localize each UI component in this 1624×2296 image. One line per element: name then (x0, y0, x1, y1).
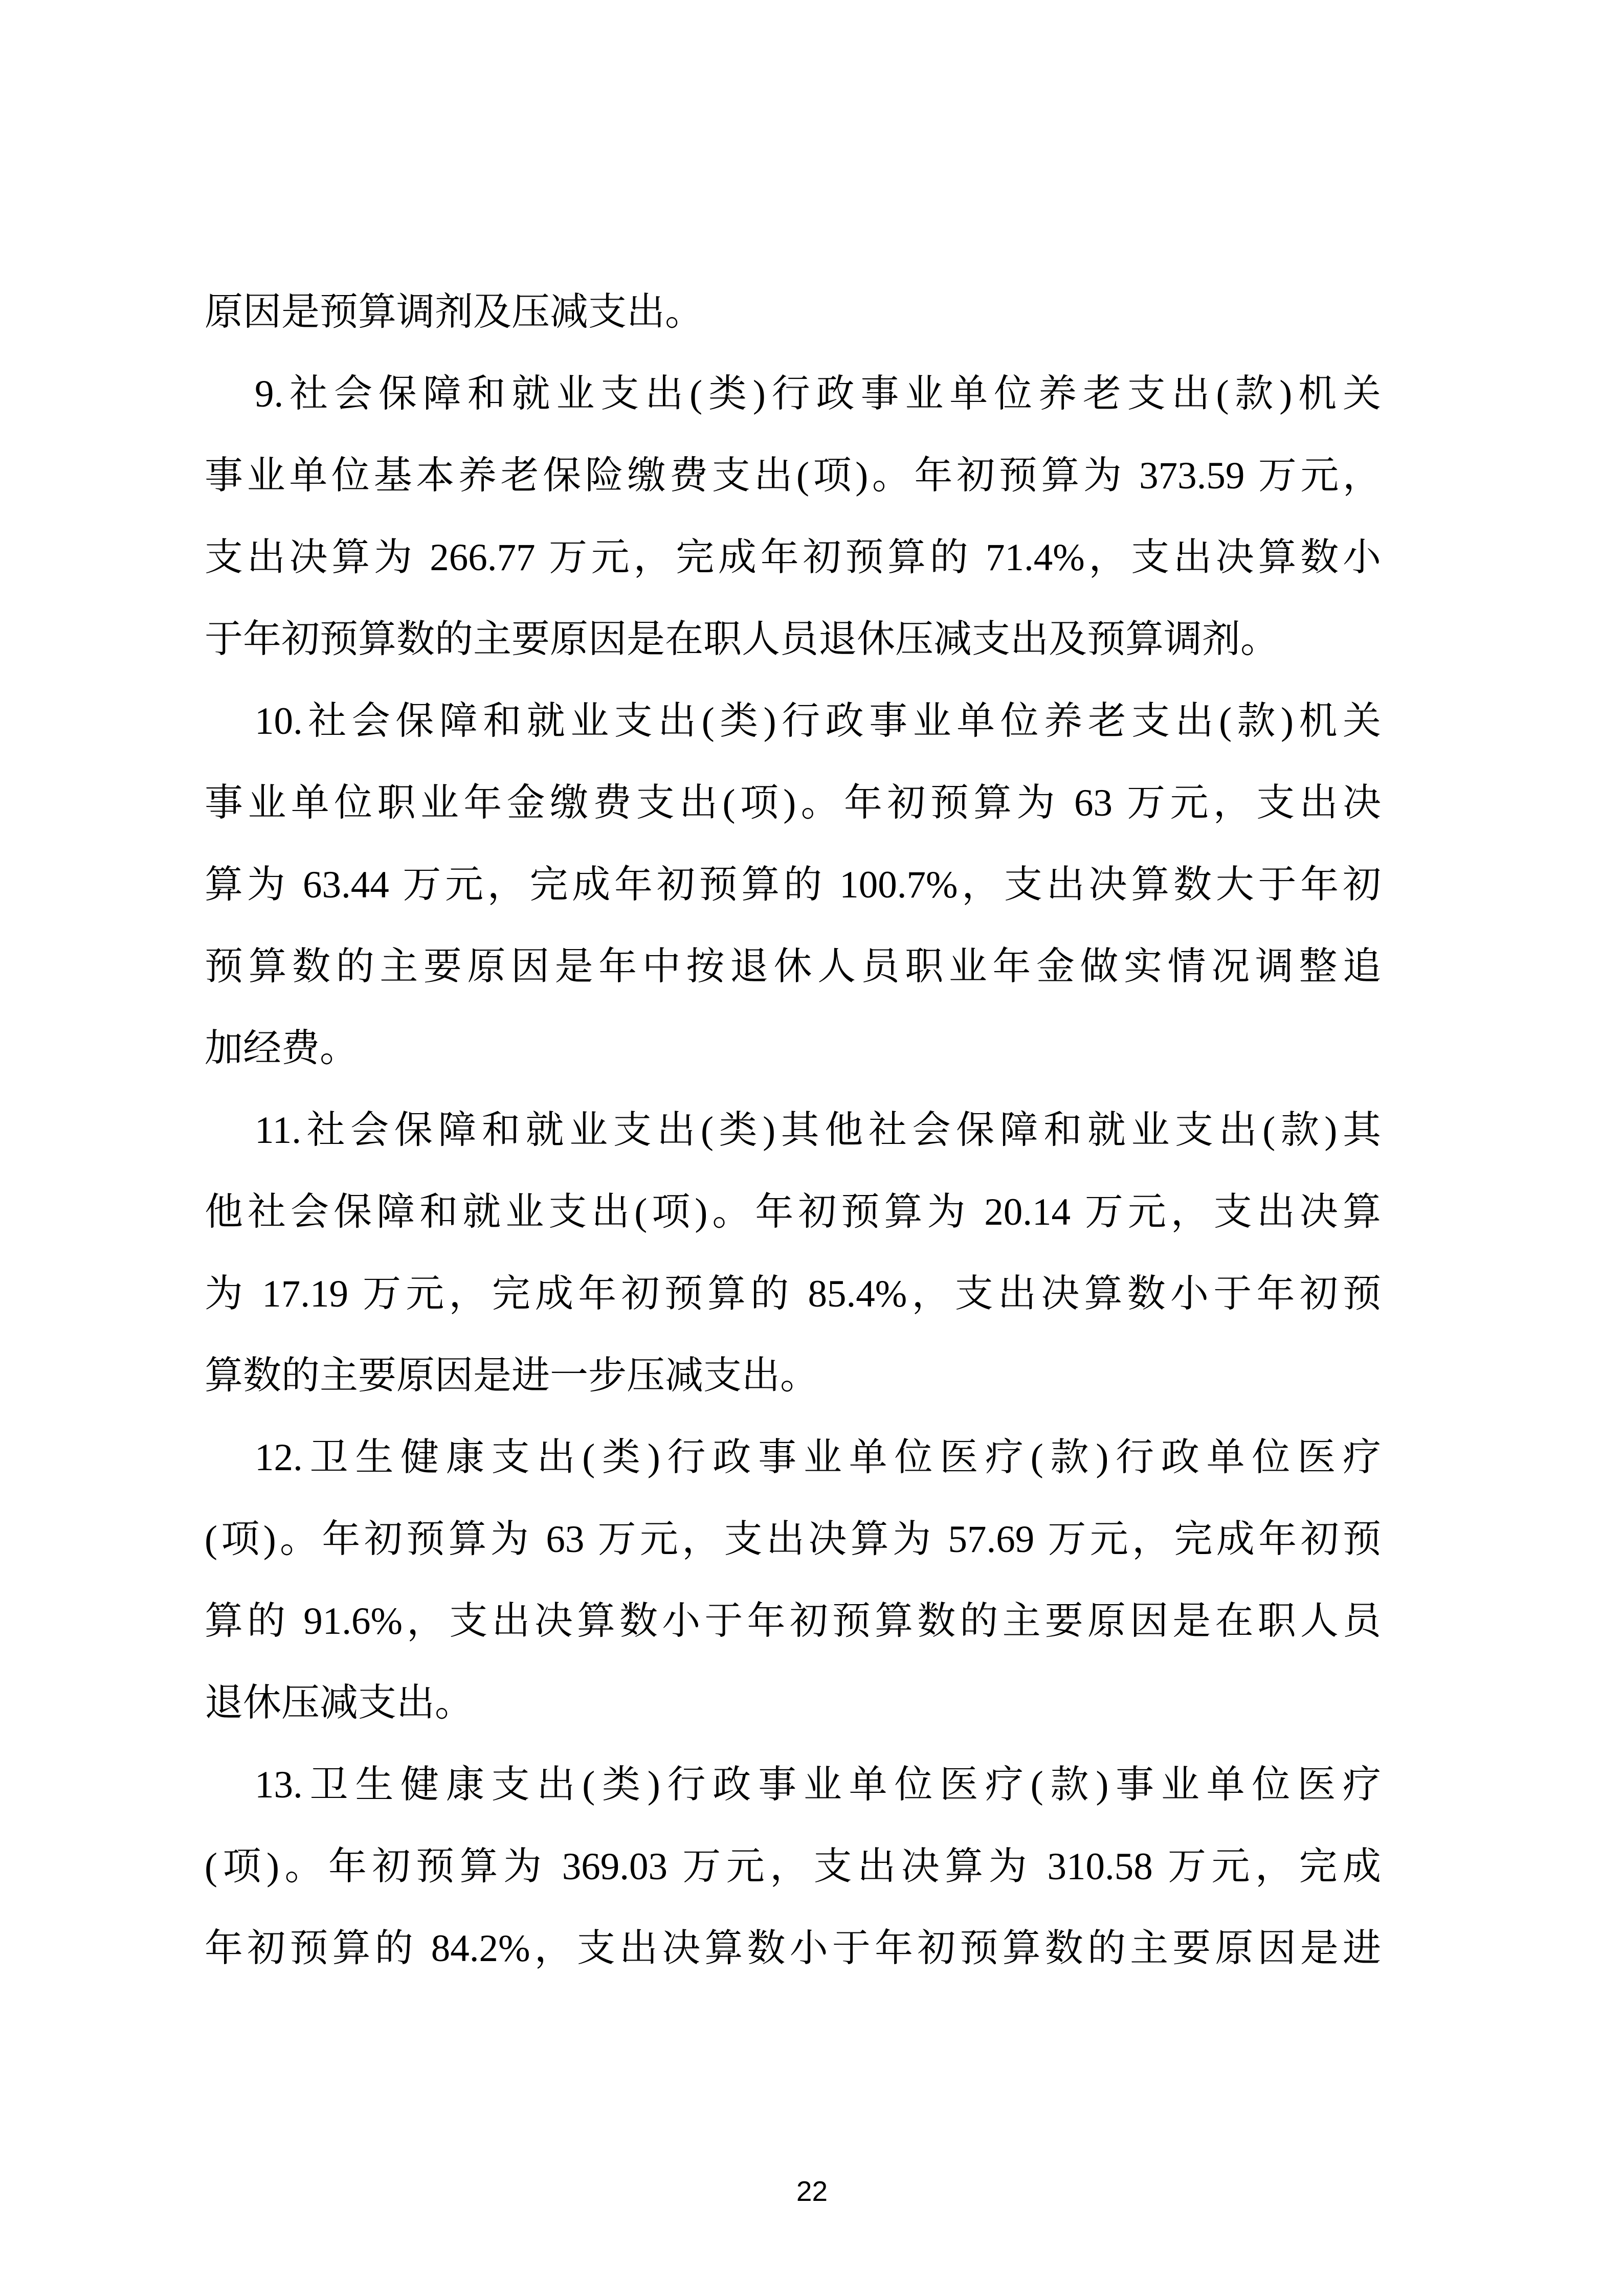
text-line: 11.社会保障和就业支出(类)其他社会保障和就业支出(款)其 (255, 1109, 1381, 1152)
text-line: 算数的主要原因是进一步压减支出。 (205, 1355, 819, 1397)
text-line: 加经费。 (205, 1027, 359, 1070)
text-line: 预算数的主要原因是年中按退休人员职业年金做实情况调整追 (205, 946, 1381, 988)
text-line: (项)。年初预算为 369.03 万元，支出决算为 310.58 万元，完成 (205, 1845, 1381, 1888)
text-line: 退休压减支出。 (205, 1682, 474, 1724)
text-line: 13.卫生健康支出(类)行政事业单位医疗(款)事业单位医疗 (255, 1764, 1381, 1806)
text-line: 为 17.19 万元，完成年初预算的 85.4%，支出决算数小于年初预 (205, 1273, 1381, 1315)
text-line: 10.社会保障和就业支出(类)行政事业单位养老支出(款)机关 (255, 700, 1381, 742)
text-line: 事业单位基本养老保险缴费支出(项)。年初预算为 373.59 万元， (205, 455, 1381, 497)
text-line: 于年初预算数的主要原因是在职人员退休压减支出及预算调剂。 (205, 618, 1279, 661)
text-line: 算为 63.44 万元，完成年初预算的 100.7%，支出决算数大于年初 (205, 864, 1381, 906)
text-line: 12.卫生健康支出(类)行政事业单位医疗(款)行政单位医疗 (255, 1436, 1381, 1479)
text-line: 9.社会保障和就业支出(类)行政事业单位养老支出(款)机关 (255, 373, 1381, 415)
text-line: 支出决算为 266.77 万元，完成年初预算的 71.4%，支出决算数小 (205, 536, 1381, 579)
text-line: 算的 91.6%，支出决算数小于年初预算数的主要原因是在职人员 (205, 1600, 1381, 1642)
body-text (205, 272, 1381, 1990)
text-line: 事业单位职业年金缴费支出(项)。年初预算为 63 万元，支出决 (205, 782, 1381, 824)
text-line: 他社会保障和就业支出(项)。年初预算为 20.14 万元，支出决算 (205, 1191, 1381, 1233)
text-line: 年初预算的 84.2%，支出决算数小于年初预算数的主要原因是进 (205, 1927, 1381, 1970)
text-line: (项)。年初预算为 63 万元，支出决算为 57.69 万元，完成年初预 (205, 1518, 1381, 1561)
text-line: 原因是预算调剂及压减支出。 (205, 291, 704, 333)
page-number: 22 (796, 2175, 828, 2207)
